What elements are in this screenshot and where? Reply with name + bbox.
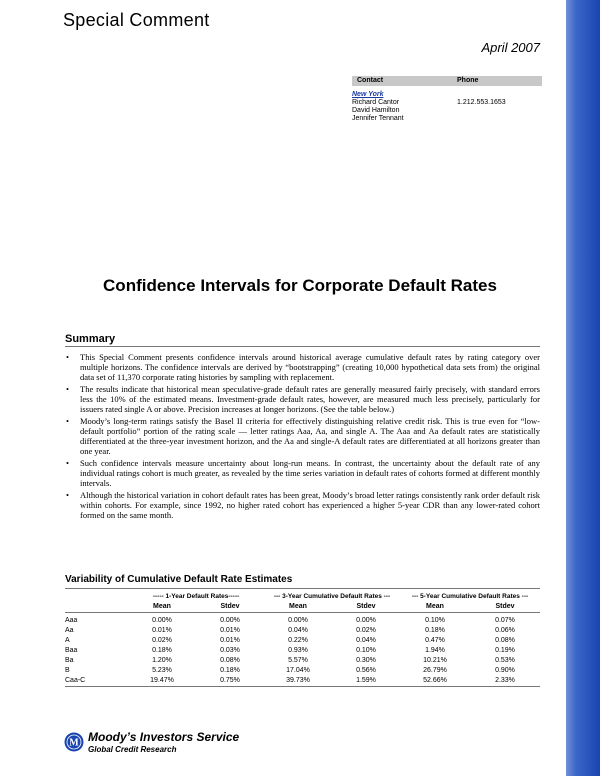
value-cell: 0.10% (425, 617, 445, 624)
side-color-band (566, 0, 600, 776)
group-header-row (65, 592, 540, 602)
summary-divider (65, 346, 540, 347)
company-name: Moody’s Investors Service (88, 730, 240, 744)
value-cell: 0.00% (288, 617, 308, 624)
contact-city[interactable]: New York (352, 91, 384, 98)
column-header: Stdev (196, 602, 264, 613)
value-cell: 17.04% (286, 667, 310, 674)
value-cell: 0.08% (220, 657, 240, 664)
value-cell: 0.00% (220, 617, 240, 624)
value-cell: 0.07% (495, 617, 515, 624)
value-cell: 0.03% (220, 647, 240, 654)
value-cell: 2.33% (495, 677, 515, 684)
table-row (65, 636, 540, 646)
rating-cell: Ba (65, 657, 74, 664)
summary-heading: Summary (65, 333, 116, 345)
table-bottom-rule (65, 687, 540, 690)
value-cell: 10.21% (423, 657, 447, 664)
document-title: Confidence Intervals for Corporate Default Rates (103, 276, 497, 295)
value-cell: 0.02% (356, 627, 376, 634)
contact-row (352, 107, 542, 115)
column-header-row (65, 602, 540, 613)
value-cell: 0.75% (220, 677, 240, 684)
value-cell: 0.18% (425, 627, 445, 634)
table-divider (65, 588, 540, 589)
value-cell: 0.04% (356, 637, 376, 644)
table-row (65, 626, 540, 636)
value-cell: 0.53% (495, 657, 515, 664)
column-header: Mean (264, 602, 332, 613)
value-cell: 0.01% (220, 627, 240, 634)
contact-row (352, 115, 542, 123)
rating-cell: A (65, 637, 70, 644)
column-header: Stdev (332, 602, 400, 613)
value-cell: 0.01% (220, 637, 240, 644)
rating-cell: Aa (65, 627, 74, 634)
value-cell: 0.18% (220, 667, 240, 674)
summary-bullet: • Although the historical variation in cohort default rates has been great, Moody’s broad letter ratings consistently rank order default risk within cohorts. For example, since 1992, no higher rated cohort has experienced a higher 5-year CDR than any lower-rated cohort formed on the same month. (66, 490, 540, 520)
value-cell: 0.19% (495, 647, 515, 654)
contact-row (352, 99, 542, 107)
value-cell: 0.30% (356, 657, 376, 664)
contact-header (352, 76, 542, 86)
summary-bullet: • Moody’s long-term ratings satisfy the Basel II criteria for effectively distinguishing relative credit risk. This is true even for “low-default portfolio” portion of the rating scale — letter ratings Aaa, Aa, and single A. The Aaa and Aa default rates are statistically differentiated at the three-year investment horizon, and the Aa and single-A default rates are differentiated at all horizons greater than one year. (66, 416, 540, 456)
value-cell: 19.47% (150, 677, 174, 684)
table-row (65, 656, 540, 666)
table-title: Variability of Cumulative Default Rate Estimates (65, 574, 293, 585)
group-header-5yr: --- 5-Year Cumulative Default Rates --- (411, 593, 529, 600)
value-cell: 26.79% (423, 667, 447, 674)
summary-bullet: • This Special Comment presents confidence intervals around historical average cumulative default rates by rating category over multiple horizons. The confidence intervals are derived by “bootstrapping” (creating 10,000 hypothetical data sets from) the original data set of 11,370 corporate rating histories by sampling with replacement. (66, 352, 540, 382)
logo-letter: M (69, 737, 79, 749)
value-cell: 0.18% (152, 647, 172, 654)
value-cell: 0.22% (288, 637, 308, 644)
summary-bullet: • Such confidence intervals measure uncertainty about long-run means. In contrast, the uncertainty about the default rate of any individual ratings cohort is much greater, as revealed by the time series variation in default rates of cohorts formed at different monthly intervals. (66, 458, 540, 488)
rating-cell: B (65, 667, 70, 674)
value-cell: 0.10% (356, 647, 376, 654)
column-header: Mean (400, 602, 470, 613)
value-cell: 0.47% (425, 637, 445, 644)
contact-name: Richard Cantor (352, 99, 400, 106)
value-cell: 0.02% (152, 637, 172, 644)
value-cell: 0.01% (152, 627, 172, 634)
value-cell: 1.20% (152, 657, 172, 664)
rating-cell: Caa-C (65, 677, 86, 684)
contact-column-label: Contact (357, 77, 384, 84)
value-cell: 0.00% (356, 617, 376, 624)
value-cell: 5.23% (152, 667, 172, 674)
company-division: Global Credit Research (88, 745, 177, 754)
value-cell: 52.66% (423, 677, 447, 684)
rating-cell: Aaa (65, 617, 78, 624)
value-cell: 0.56% (356, 667, 376, 674)
summary-bullet: • The results indicate that historical mean speculative-grade default rates are generally measured fairly precisely, with standard errors less the 10% of the estimated means. Investment-grade default rates, however, are measured much less precisely, particularly for issuers rated single A or above. Precision increases at longer horizons. (See the table below.) (66, 384, 540, 414)
value-cell: 39.73% (286, 677, 310, 684)
value-cell: 5.57% (288, 657, 308, 664)
column-header: Stdev (470, 602, 540, 613)
table-row (65, 646, 540, 656)
table-row (65, 676, 540, 687)
column-header: Mean (128, 602, 196, 613)
value-cell: 0.06% (495, 627, 515, 634)
summary-bullet-list (66, 352, 540, 522)
group-header-3yr: --- 3-Year Cumulative Default Rates --- (273, 593, 391, 600)
value-cell: 1.59% (356, 677, 376, 684)
value-cell: 0.08% (495, 637, 515, 644)
table-row (65, 613, 540, 627)
contact-name: David Hamilton (352, 107, 400, 114)
default-rate-table (65, 592, 540, 689)
group-header-1yr: ----- 1-Year Default Rates----- (152, 593, 240, 600)
table-row (65, 666, 540, 676)
value-cell: 0.90% (495, 667, 515, 674)
value-cell: 0.04% (288, 627, 308, 634)
value-cell: 1.94% (425, 647, 445, 654)
publication-date: April 2007 (481, 40, 540, 55)
moodys-logo-icon (64, 732, 84, 752)
contact-name: Jennifer Tennant (352, 115, 404, 122)
contact-block (352, 76, 542, 123)
phone-column-label: Phone (457, 77, 479, 84)
value-cell: 0.93% (288, 647, 308, 654)
document-type: Special Comment (63, 10, 210, 30)
value-cell: 0.00% (152, 617, 172, 624)
contact-phone: 1.212.553.1653 (457, 99, 506, 106)
rating-cell: Baa (65, 647, 78, 654)
